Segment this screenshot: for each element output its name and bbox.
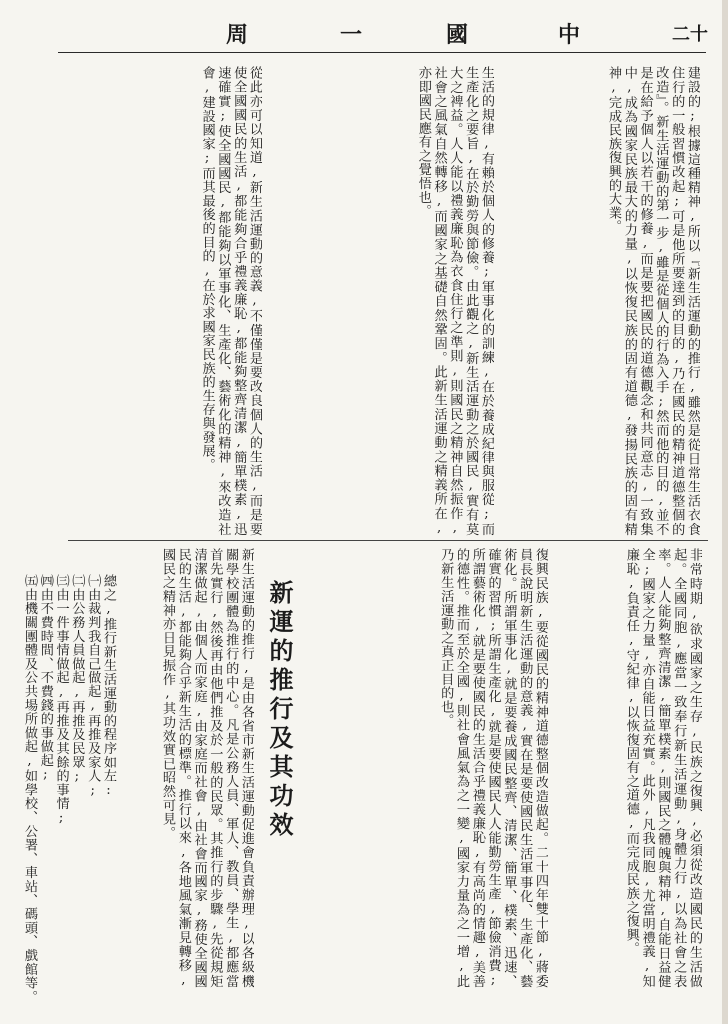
program-intro: 總之,推行新生活運動的程序如左:	[101, 574, 116, 799]
list-item: ㈡由公務人員做起,再推及民眾;	[69, 574, 85, 785]
lower-section-middle: 復興民族,要從國民的精神道德整個改造做起。二十四年雙十節,蔣委員長說明新生活運動的意義,實在是要使國民生活軍事化、生產化、藝術化。所謂軍事化,就是要養成國民整齊、清潔、簡單、樸素、迅速、確實的習慣;所謂生產化,就是要使國民人人能勤勞生產,節儉消費;所謂藝術化,就是要使國民的生活合乎禮義廉恥,有高尚的情趣,美善的德性。推而至於全國,則社會風氣為之一變,國家力量為之一增,此乃新生活運動之真正目的也。	[438, 548, 548, 988]
list-item: ㈠由裁判我自己做起,再推及家人;	[85, 574, 101, 799]
article-body: 新生活運動的推行,是由各省市新生活運動促進會負責辦理,以各級機關學校團體為推行的中心。凡是公務人員、軍人、教員、學生,都應當首先實行,然後再由他們推及於一般的民眾。其推行的步驟,先從規矩清潔做起,由個人而家庭,由家庭而社會,由社會而國家,務使全國國民的生活,都能夠合乎新生活的標準。推行以來,各地風氣漸見轉移,國民之精神亦日見振作,其功效實已昭然可見。	[160, 548, 254, 988]
header-rule	[58, 52, 706, 53]
upper-section-middle: 生活的規律,有賴於個人的修養;軍事化的訓練,在於養成紀律與服從;而生產化之要旨,在於勤勞與節儉。由此觀之,新生活運動之於國民,實有莫大之裨益。人人能以禮義廉恥為衣食住行之準則,則國民之精神自然振作,社會之風氣自然轉移,而國家之基礎自然鞏固。此新生活運動之精義所在,亦即國民應有之覺悟也。	[415, 66, 494, 536]
upper-section-right: 建設的;根據這種精神,所以『新生活運動的推行,雖然是從日常生活衣食住行的一般習慣改起;可是他所要達到的目的,乃在國民的精神道德整個的改造』。新生活運動的第一步,雖是從個人的行為入手;然而他的目的,並不是在給予個人以若干的修養,而是要把國民的道德觀念和共同意志,一致集中,成為國家民族最大的力量,以恢復民族的固有道德,發揚民族的固有精神,完成民族復興的大業。	[606, 66, 700, 536]
masthead-char: 一	[340, 22, 363, 48]
masthead-char: 國	[446, 22, 469, 48]
scan-edge	[722, 0, 728, 1024]
upper-section-left: 從此亦可以知道,新生活運動的意義,不僅僅是要改良個人的生活,而是要使全國國民的生活,都能夠合乎禮義廉恥,都能夠整齊清潔,簡單樸素,迅速確實;使全國國民,都能夠以軍事化、生產化、藝術化的精神,來改造社會,建設國家;而其最後的目的,在於求國家民族的生存與發展。	[199, 66, 262, 536]
section-divider	[68, 540, 708, 541]
page-number: 二十	[672, 24, 708, 45]
masthead-char: 中	[558, 22, 581, 48]
list-item: ㈢由一件事情做起,再推及其餘的事情;	[53, 574, 69, 826]
list-item: ㈣由不費時間、不費錢的事做起;	[37, 574, 53, 783]
article-title: 新運的推行及其功效	[265, 580, 294, 841]
list-item: ㈤由機關團體及公共場所做起,如學校、公署、車站、碼頭、戲館等。	[22, 574, 38, 1004]
masthead-char: 周	[226, 22, 249, 48]
masthead	[0, 18, 728, 48]
lower-section-right: 非常時期,欲求國家之生存,民族之復興,必須從改造國民的生活做起。全國同胞,應當一致奉行新生活運動,身體力行,以為社會之表率。人人能夠整齊清潔,簡單樸素,則國民之體魄與精神,自能日益健全;國家之力量,亦自能日益充實。此外,凡我同胞,尤當明禮義,知廉恥,負責任,守紀律,以恢復固有之道德,而完成民族之復興。	[623, 548, 702, 988]
program-list	[22, 574, 116, 1004]
